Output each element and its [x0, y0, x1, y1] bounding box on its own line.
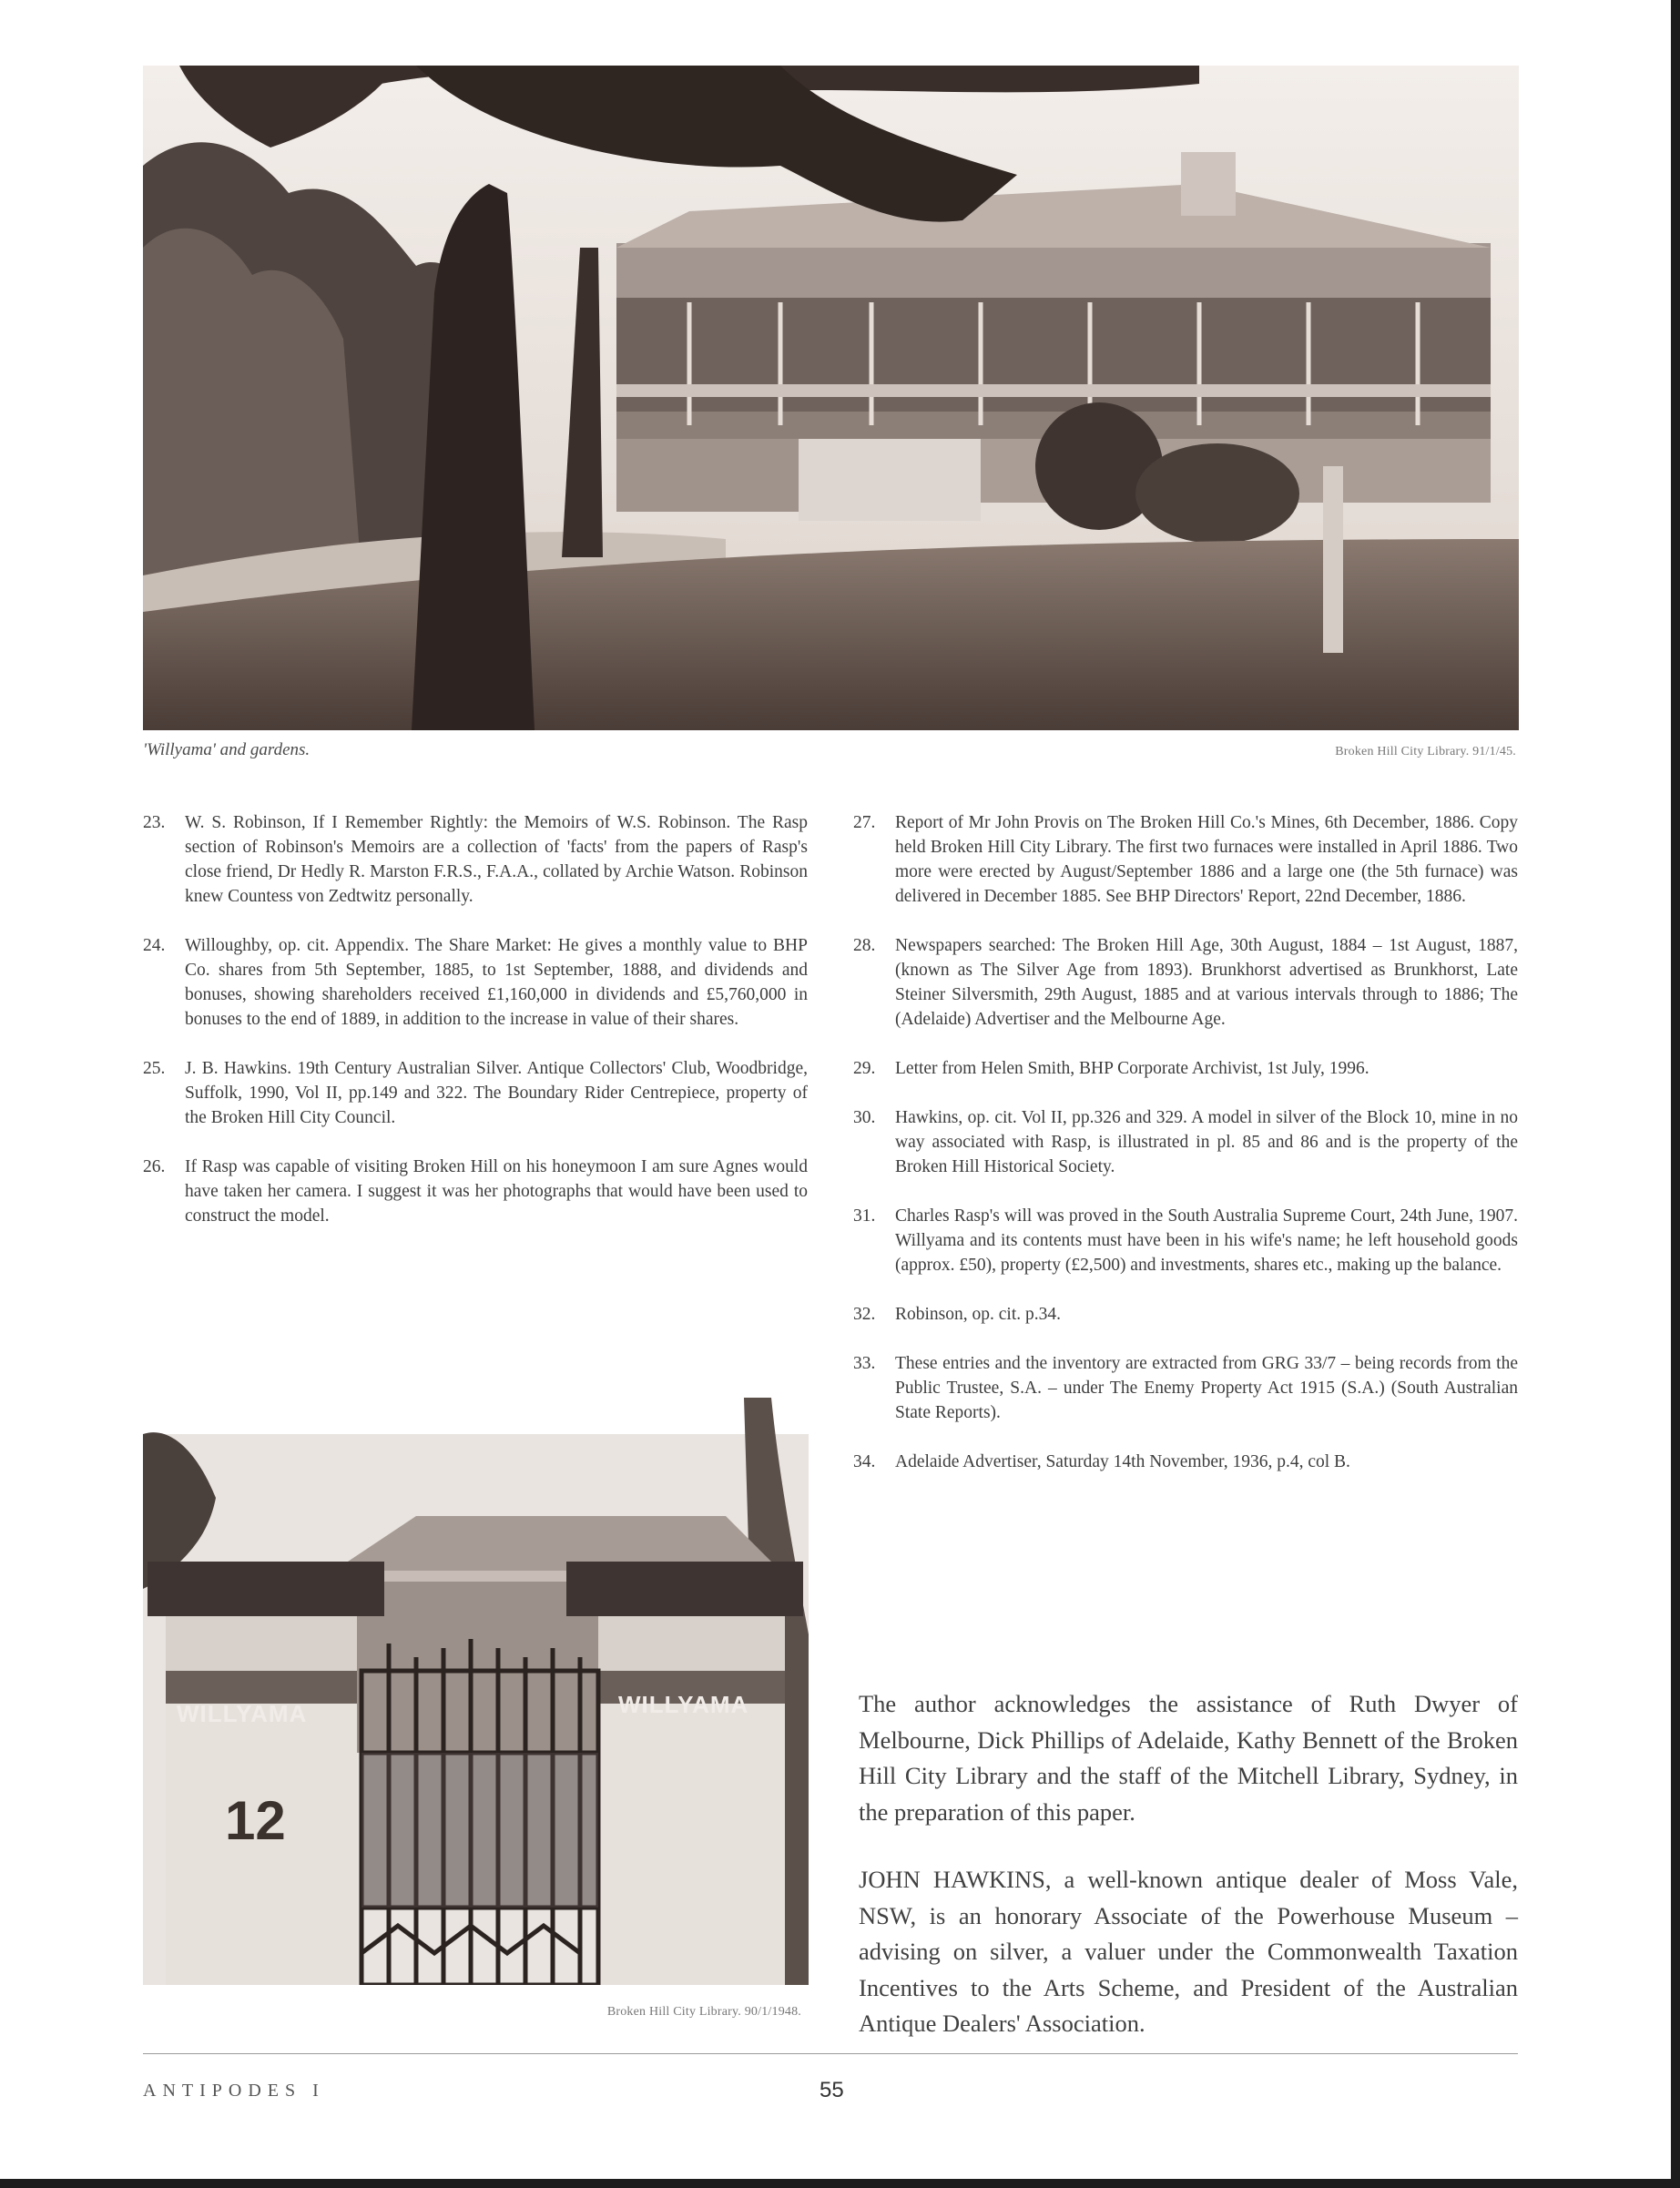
endnote-32	[853, 1302, 1518, 1327]
endnote-25	[143, 1056, 808, 1130]
endnote-27	[853, 810, 1518, 909]
endnote-number: 23.	[143, 813, 166, 832]
endnote-text: These entries and the inventory are extracted from GRG 33/7 – being records from the Public Trustee, S.A. – under The Enemy Property Act 1915 (S.A.) (South Australian State Reports).	[895, 1354, 1518, 1422]
endnote-28	[853, 933, 1518, 1032]
endnote-text: Letter from Helen Smith, BHP Corporate Archivist, 1st July, 1996.	[895, 1059, 1369, 1078]
footer-rule	[143, 2053, 1518, 2054]
gate-number: 12	[225, 1790, 286, 1851]
endnote-33	[853, 1351, 1518, 1425]
endnote-number: 32.	[853, 1305, 876, 1324]
endnote-29	[853, 1056, 1518, 1081]
endnote-number: 26.	[143, 1157, 166, 1176]
endnote-number: 27.	[853, 813, 876, 832]
figure-caption-top: 'Willyama' and gardens.	[143, 740, 311, 759]
endnote-text: Report of Mr John Provis on The Broken Hill Co.'s Mines, 6th December, 1886. Copy held Broken Hill City Library. The first two furnaces were installed in April 1886. Two more were erected by August/September 1886 and a large one (the 5th furnace) was delivered in December 1885. See BHP Directors' Report, 22nd December, 1886.	[895, 813, 1518, 906]
figure-credit-bottom: Broken Hill City Library. 90/1/1948.	[606, 2005, 801, 2019]
notes-left-column	[143, 810, 808, 1253]
acknowledgement-paragraph: The author acknowledges the assistance of Ruth Dwyer of Melbourne, Dick Phillips of Adelaide, Kathy Bennett of the Broken Hill City Library and the staff of the Mitchell Library, Sydney, in the preparation of this paper.	[859, 1690, 1518, 1826]
endnote-23	[143, 810, 808, 909]
endnote-text: If Rasp was capable of visiting Broken Hill on his honeymoon I am sure Agnes would have taken her camera. I suggest it was her photographs that would have been used to construct the model.	[185, 1157, 808, 1226]
endnote-24	[143, 933, 808, 1032]
endnote-text: Hawkins, op. cit. Vol II, pp.326 and 329. A model in silver of the Block 10, mine in no way associated with Rasp, is illustrated in pl. 85 and 86 and is the property of the Broken Hill Historical Society.	[895, 1108, 1518, 1176]
endnote-text: J. B. Hawkins. 19th Century Australian Silver. Antique Collectors' Club, Woodbridge, Suffolk, 1990, Vol II, pp.149 and 322. The Boundary Rider Centrepiece, property of the Broken Hill City Council.	[185, 1059, 808, 1127]
endnote-number: 34.	[853, 1452, 876, 1471]
endnote-text: Adelaide Advertiser, Saturday 14th November, 1936, p.4, col B.	[895, 1452, 1350, 1471]
notes-right-column	[853, 810, 1518, 1499]
endnote-text: Charles Rasp's will was proved in the South Australia Supreme Court, 24th June, 1907. Willyama and its contents must have been in his wife's name; he left household goods (approx. £50), property (£2,500) and investments, shares etc., making up the balance.	[895, 1206, 1518, 1275]
endnote-text: Newspapers searched: The Broken Hill Age, 30th August, 1884 – 1st August, 1887, (known as The Silver Age from 1893). Brunkhorst advertised as Brunkhorst, Late Steiner Silversmith, 29th August, 1885 and at various intervals through to 1886; The (Adelaide) Advertiser and the Melbourne Age.	[895, 936, 1518, 1029]
endnote-34	[853, 1450, 1518, 1474]
scan-edge-right	[1671, 0, 1680, 2188]
endnote-text: W. S. Robinson, If I Remember Rightly: the Memoirs of W.S. Robinson. The Rasp section of Robinson's Memoirs are a collection of 'facts' from the papers of Rasp's close friend, Dr Hedly R. Marston F.R.S., F.A.A., collated by Archie Watson. Robinson knew Countess von Zedtwitz personally.	[185, 813, 808, 906]
endnote-number: 30.	[853, 1108, 876, 1127]
figure-credit-top: Broken Hill City Library. 91/1/45.	[1335, 745, 1516, 758]
author-bio-paragraph: JOHN HAWKINS, a well-known antique dealer of Moss Vale, NSW, is an honorary Associate of the Powerhouse Museum – advising on silver, a valuer under the Commonwealth Taxation Incentives to the Arts Scheme, and President of the Australian Antique Dealers' Association.	[859, 1866, 1518, 2037]
endnote-number: 25.	[143, 1059, 166, 1078]
endnote-text: Robinson, op. cit. p.34.	[895, 1305, 1062, 1324]
gate-sign-left: WILLYAMA	[177, 1700, 308, 1727]
photo-willyama-gardens	[143, 66, 1519, 730]
endnote-number: 31.	[853, 1206, 876, 1226]
endnote-number: 24.	[143, 936, 166, 955]
photo-willyama-gate	[143, 1398, 809, 1985]
endnote-31	[853, 1204, 1518, 1277]
page-number: 55	[820, 2078, 844, 2102]
endnote-30	[853, 1105, 1518, 1179]
endnote-number: 33.	[853, 1354, 876, 1373]
scan-edge-bottom	[0, 2179, 1680, 2188]
endnote-number: 29.	[853, 1059, 876, 1078]
gate-sign-right: WILLYAMA	[618, 1691, 749, 1718]
endnote-26	[143, 1155, 808, 1228]
endnote-number: 28.	[853, 936, 876, 955]
footer-journal-name: ANTIPODES I	[143, 2081, 325, 2101]
endnote-text: Willoughby, op. cit. Appendix. The Share Market: He gives a monthly value to BHP Co. shares from 5th September, 1885, to 1st September, 1888, and dividends and bonuses, showing shareholders received £1,160,000 in dividends and £5,760,000 in bonuses to the end of 1889, in addition to the increase in value of their shares.	[185, 936, 808, 1029]
